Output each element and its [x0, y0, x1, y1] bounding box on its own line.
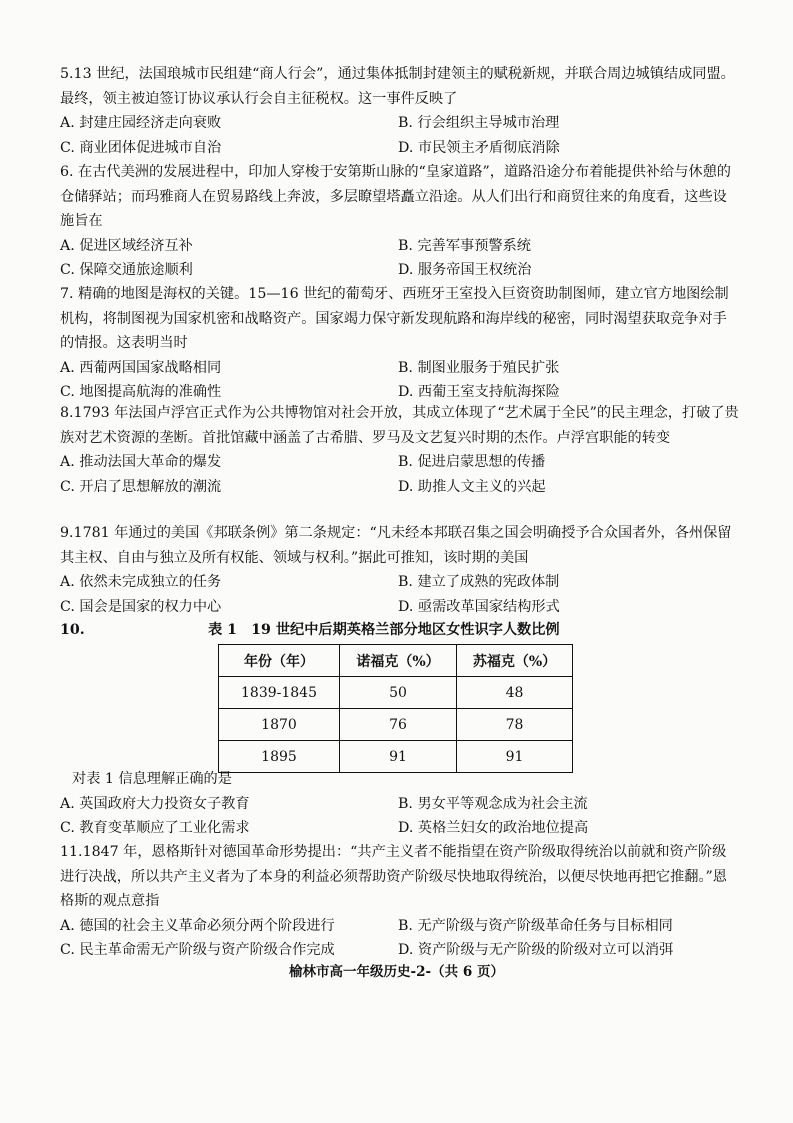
question-stem: 6. 在古代美洲的发展进程中，印加人穿梭于安第斯山脉的“皇家道路”，道路沿途分布着能提供补给与休憩的仓储驿站；而玛雅商人在贸易路线上奔波，多层瞭望塔矗立沿途。从人们出行和商贸往来的角度看，这些设施旨在: [60, 164, 731, 229]
table-cell: 91: [457, 741, 573, 773]
options: [60, 356, 740, 405]
question-5: [60, 62, 740, 160]
option-a: A. 西葡两国国家战略相同: [60, 359, 222, 376]
option-d: D. 西葡王室支持航海探险: [398, 384, 560, 400]
option-d: D. 英格兰妇女的政治地位提高: [398, 820, 589, 836]
question-stem: 9.1781 年通过的美国《邦联条例》第二条规定：“凡未经本邦联召集之国会明确授予合众国者外，各州保留其主权、自由与独立及所有权能、领域与权利。”据此可推知，该时期的美国: [60, 525, 732, 566]
option-d: D. 亟需改革国家结构形式: [398, 598, 560, 615]
page-footer: 榆林市高一年级历史-2-（共 6 页）: [289, 964, 504, 980]
option-d: D. 市民领主矛盾彻底消除: [398, 139, 560, 156]
options: [60, 450, 740, 499]
question-stem: 对表 1 信息理解正确的是: [72, 771, 232, 787]
question-10: [60, 767, 740, 841]
option-c: C. 国会是国家的权力中心: [60, 598, 222, 615]
table-header-row: [219, 645, 573, 677]
option-c: C. 教育变革顺应了工业化需求: [60, 820, 250, 836]
table-row: [219, 709, 573, 741]
option-b: B. 行会组织主导城市治理: [398, 115, 560, 131]
table-caption: 表 1 19 世纪中后期英格兰部分地区女性识字人数比例: [208, 622, 560, 638]
option-c: C. 商业团体促进城市自治: [60, 139, 222, 156]
option-b: B. 制图业服务于殖民扩张: [398, 359, 560, 376]
question-7: [60, 282, 740, 405]
option-b: B. 无产阶级与资产阶级革命任务与目标相同: [398, 917, 673, 934]
question-stem: 7. 精确的地图是海权的关键。15—16 世纪的葡萄牙、西班牙王室投入巨资资助制图师，建立官方地图绘制机构，将制图视为国家机密和战略资产。国家竭力保守新发现航路和海岸线的秘密，同时渴望获取竞争对手的情报。这表明当时: [60, 286, 729, 351]
question-8: [60, 401, 740, 499]
option-a: A. 依然未完成独立的任务: [60, 574, 222, 590]
question-stem: 8.1793 年法国卢浮宫正式作为公共博物馆对社会开放，其成立体现了“艺术属于全民”的民主理念，打破了贵族对艺术资源的垄断。首批馆藏中涵盖了古希腊、罗马及文艺复兴时期的杰作。卢浮宫职能的转变: [60, 405, 739, 446]
table-cell: 78: [457, 709, 573, 741]
option-c: C. 开启了思想解放的潮流: [60, 478, 222, 495]
column-header: 苏福克（%）: [457, 645, 573, 677]
question-number: 10.: [60, 622, 85, 638]
option-a: A. 推动法国大革命的爆发: [60, 454, 222, 470]
option-a: A. 促进区域经济互补: [60, 237, 193, 254]
table-cell: 76: [340, 709, 457, 741]
options: [60, 792, 740, 841]
table-cell: 1870: [219, 709, 340, 741]
option-d: D. 助推人文主义的兴起: [398, 478, 546, 495]
option-a: A. 封建庄园经济走向衰败: [60, 115, 222, 131]
table-cell: 48: [457, 677, 573, 709]
options: [60, 111, 740, 160]
option-c: C. 民主革命需无产阶级与资产阶级合作完成: [60, 942, 335, 958]
table-cell: 50: [340, 677, 457, 709]
literacy-table: [218, 644, 573, 773]
option-a: A. 英国政府大力投资女子教育: [60, 795, 250, 812]
option-b: B. 完善军事预警系统: [398, 237, 531, 254]
question-9: [60, 521, 740, 619]
table-cell: 91: [340, 741, 457, 773]
table-row: [219, 677, 573, 709]
option-a: A. 德国的社会主义革命必须分两个阶段进行: [60, 917, 335, 934]
question-stem: 5.13 世纪，法国琅城市民组建“商人行会”，通过集体抵制封建领主的赋税新规，并联合周边城镇结成同盟。最终，领主被迫签订协议承认行会自主征税权。这一事件反映了: [60, 66, 735, 107]
option-d: D. 服务帝国王权统治: [398, 262, 532, 278]
table-cell: 1895: [219, 741, 340, 773]
question-11: [60, 840, 740, 963]
options: [60, 234, 740, 283]
options: [60, 570, 740, 619]
table-cell: 1839-1845: [219, 677, 340, 709]
options: [60, 914, 740, 963]
option-c: C. 地图提高航海的准确性: [60, 384, 222, 400]
option-c: C. 保障交通旅途顺利: [60, 262, 193, 278]
option-b: B. 男女平等观念成为社会主流: [398, 795, 588, 812]
question-6: [60, 160, 740, 283]
option-d: D. 资产阶级与无产阶级的阶级对立可以消弭: [398, 942, 674, 958]
option-b: B. 促进启蒙思想的传播: [398, 454, 546, 470]
option-b: B. 建立了成熟的宪政体制: [398, 574, 560, 590]
column-header: 诺福克（%）: [340, 645, 457, 677]
question-stem: 11.1847 年，恩格斯针对德国革命形势提出：“共产主义者不能指望在资产阶级取得统治以前就和资产阶级进行决战，所以共产主义者为了本身的利益必须帮助资产阶级尽快地取得统治，以便尽快地再把它推翻。”恩格斯的观点意指: [60, 844, 727, 909]
column-header: 年份（年）: [219, 645, 340, 677]
